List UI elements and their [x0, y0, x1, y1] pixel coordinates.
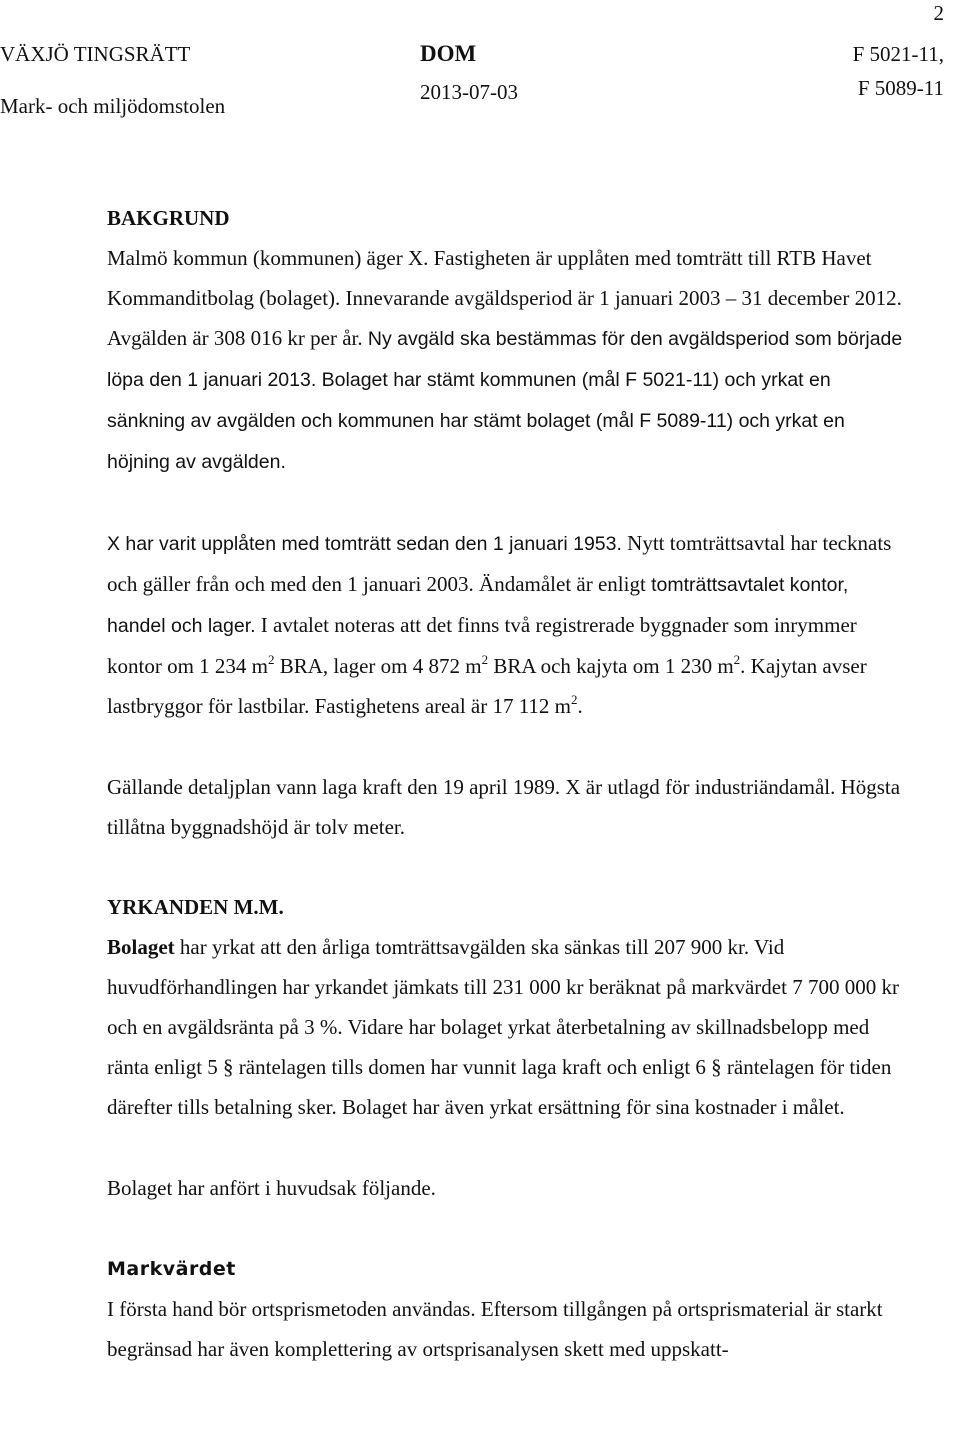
bakgrund-p2-part5: BRA, lager om 4 872 m: [274, 654, 482, 678]
bakgrund-p2-part6: BRA och kajyta om 1 230 m: [488, 654, 734, 678]
bakgrund-paragraph-3: Gällande detaljplan vann laga kraft den 19 april 1989. X är utlagd för industriändamål. Högsta tillåtna byggnadshöjd är tolv meter.: [107, 775, 901, 839]
party-name-bolaget: Bolaget: [107, 935, 175, 959]
court-name: [0, 38, 225, 122]
court-name-line1: VÄXJÖ TINGSRÄTT: [0, 42, 191, 66]
bakgrund-p2-part7: . Kajytan avser lastbryggor för lastbilar. Fastighetens areal är 17 112 m: [107, 654, 867, 718]
bakgrund-p2-part3: tomträttsavtalet kontor, handel och lager.: [107, 574, 849, 637]
document-header: [0, 38, 960, 128]
court-name-line2: Mark- och miljödomstolen: [0, 94, 226, 118]
bakgrund-paragraph-2: [107, 523, 907, 726]
page-number: 2: [933, 1, 944, 25]
document-type: [420, 38, 518, 108]
spacer: [107, 847, 907, 887]
document-title: DOM: [420, 41, 477, 66]
bakgrund-p2-part4: I avtalet noteras att det finns två registrerade byggnader som inrymmer kontor om 1 234 m: [107, 613, 857, 678]
case-number-1: F 5021-11,: [852, 42, 944, 66]
bakgrund-p2-part8: .: [577, 694, 583, 718]
superscript-2: 2: [268, 652, 275, 667]
yrkanden-paragraph-2: Bolaget har anfört i huvudsak följande.: [107, 1176, 436, 1200]
superscript-2: 2: [733, 652, 741, 667]
document-date: 2013-07-03: [420, 80, 518, 104]
bakgrund-p2-part2: Nytt tomträttsavtal har tecknats och gäller från och med den 1 januari 2003. Ändamålet är enligt: [107, 531, 892, 596]
sub-heading-markvardet: Markvärdet: [107, 1258, 236, 1280]
superscript-2: 2: [571, 692, 578, 707]
yrkanden-paragraph-3: I första hand bör ortsprismetoden användas. Eftersom tillgången på ortsprismaterial är starkt begränsad har även komplettering av ortsprisanalysen skett med uppskatt-: [107, 1297, 883, 1361]
document-body: [107, 198, 907, 1369]
bakgrund-paragraph-1: [107, 238, 907, 482]
bakgrund-p2-part1: X har varit upplåten med tomträtt sedan den 1 januari 1953.: [107, 533, 622, 555]
case-numbers: [853, 38, 944, 104]
bakgrund-p1-part2: Ny avgäld ska bestämmas för den avgäldsperiod som började löpa den 1 januari 2013. Bolaget har stämt kommunen (mål F 5021-11) och yrkat en sänkning av avgälden och kommunen har stämt bolaget (mål F 5089-11) och yrkat en höjning av avgälden.: [107, 328, 903, 473]
section-heading-yrkanden: YRKANDEN M.M.: [107, 895, 284, 919]
yrkanden-paragraph-1: [107, 927, 907, 1127]
section-heading-bakgrund: BAKGRUND: [107, 206, 230, 230]
case-number-2: F 5089-11: [857, 76, 944, 100]
spacer: [107, 1127, 907, 1168]
superscript-2: 2: [481, 652, 489, 667]
spacer: [107, 1208, 907, 1249]
spacer: [107, 482, 907, 523]
bakgrund-p1-part1: Malmö kommun (kommunen) äger X. Fastigheten är upplåten med tomträtt till RTB Havet Kommanditbolag (bolaget). Innevarande avgäldsperiod är 1 januari 2003 – 31 december 2012. Avgälden är 308 016 kr per år.: [107, 246, 902, 350]
spacer: [107, 726, 907, 767]
yrkanden-p1-text: har yrkat att den årliga tomträttsavgälden ska sänkas till 207 900 kr. Vid huvudförhandlingen har yrkandet jämkats till 231 000 kr beräknat på markvärdet 7 700 000 kr och en avgäldsränta på 3 %. Vidare har bolaget yrkat återbetalning av skillnadsbelopp med ränta enligt 5 § räntelagen tills domen har vunnit laga kraft och enligt 6 § räntelagen för tiden därefter tills betalning sker. Bolaget har även yrkat ersättning för sina kostnader i målet.: [107, 935, 899, 1119]
